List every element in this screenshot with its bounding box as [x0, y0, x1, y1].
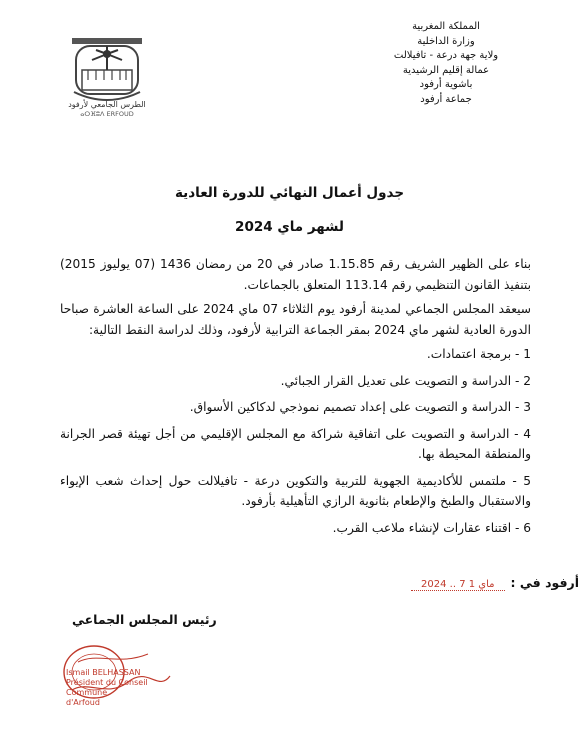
agenda-item: 4 - الدراسة و التصويت على اتفاقية شراكة مع المجلس الإقليمي من أجل تهيئة قصر الجرانة والمنطقة المحيطة بها.	[60, 426, 531, 461]
agenda-item: 5 - ملتمس للأكاديمية الجهوية للتربية والتكوين درعة - تافيلالت حول إحداث شعب الإيواء والاستقبال والطبخ والإطعام بثانوية الرازي التأهيلية بأرفود.	[60, 473, 531, 508]
header-line: جماعة أرفود	[420, 93, 472, 105]
agenda-item: 3 - الدراسة و التصويت على إعداد تصميم نموذجي لدكاكين الأسواق.	[189, 400, 531, 414]
document-body	[60, 254, 531, 538]
issuing-authority-header	[371, 20, 521, 108]
signatory-role: رئيس المجلس الجماعي	[72, 612, 217, 627]
document-title	[0, 176, 579, 244]
header-line: المملكة المغربية	[412, 21, 480, 32]
session-announcement-paragraph: سيعقد المجلس الجماعي لمدينة أرفود يوم الثلاثاء 07 ماي 2024 على الساعة العاشرة صباحا الدورة العادية لشهر ماي 2024 بمقر الجماعة الترابية لأرفود، وذلك لدراسة النقط التالية:	[60, 302, 531, 337]
stamp-text	[66, 668, 186, 708]
stamp-line: Président du Conseil Commune	[66, 678, 148, 697]
emblem-caption: الطرس الجامعي لأرفود	[68, 100, 146, 109]
header-line: ولاية جهة درعة - تافيلالت	[393, 50, 499, 62]
handwritten-date: 2024 .. ماي 1 7	[411, 579, 505, 591]
agenda-item: 2 - الدراسة و التصويت على تعديل القرار الجبائي.	[280, 373, 531, 388]
legal-basis-paragraph: بناء على الظهير الشريف رقم 1.15.85 صادر في 20 من رمضان 1436 (07 يوليوز 2015) بتنفيذ القانون التنظيمي رقم 113.14 المتعلق بالجماعات.	[60, 257, 532, 292]
agenda-item: 1 - برمجة اعتمادات.	[426, 347, 531, 361]
header-line: عمالة إقليم الرشيدية	[402, 64, 490, 76]
title-line-1: جدول أعمال النهائي للدورة العادية	[174, 185, 405, 201]
agenda-item: 6 - اقتناء عقارات لإنشاء ملاعب القرب.	[332, 520, 531, 535]
title-line-2: لشهر ماي 2024	[235, 219, 344, 235]
place-and-date	[59, 575, 579, 591]
header-line: باشوية أرفود	[419, 79, 473, 91]
emblem-caption-latin: ⴰⵔⴼⵓⴷ ERFOUD	[80, 110, 134, 118]
place-label: أرفود في :	[510, 575, 579, 590]
stamp-line: Ismail BELHASSAN	[66, 668, 141, 677]
header-line: وزارة الداخلية	[417, 35, 475, 47]
stamp-line: d'Arfoud	[66, 698, 100, 707]
